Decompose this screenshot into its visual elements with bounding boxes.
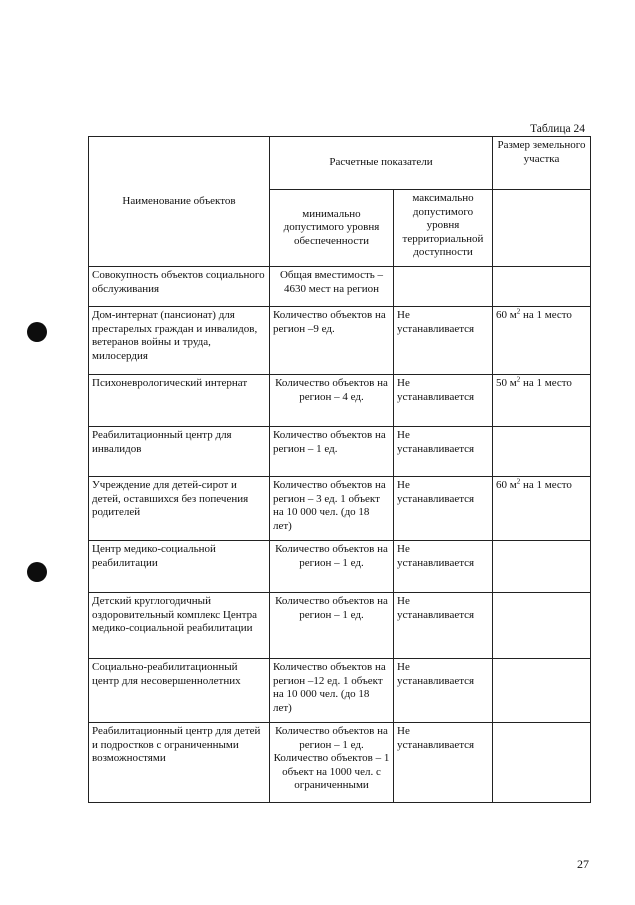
row-min: Количество объектов на регион – 1 ед. (270, 541, 394, 593)
land-value: 60 м (496, 479, 517, 491)
row-name: Реабилитационный центр для инвалидов (89, 427, 270, 477)
table-label: Таблица 24 (530, 123, 585, 135)
row-land (493, 477, 591, 541)
row-max: Не устанавливается (394, 427, 493, 477)
row-max: Не устанавливается (394, 541, 493, 593)
table-row (89, 723, 591, 803)
table-row (89, 427, 591, 477)
row-name: Детский круглогодичный оздоровительный комплекс Центра медико-социальной реабилитации (89, 593, 270, 659)
land-unit-exponent: 2 (516, 375, 521, 384)
social-objects-table (88, 136, 591, 803)
land-unit-exponent: 2 (516, 307, 521, 316)
row-max: Не устанавливается (394, 593, 493, 659)
row-max: Не устанавливается (394, 307, 493, 375)
row-min: Количество объектов на регион – 3 ед. 1 объект на 10 000 чел. (до 18 лет) (270, 477, 394, 541)
row-max: Не устанавливается (394, 477, 493, 541)
land-per-place: на 1 место (520, 377, 572, 389)
page-number: 27 (577, 857, 589, 871)
row-min: Количество объектов на регион – 1 ед. (270, 427, 394, 477)
row-land (493, 723, 591, 803)
punch-hole-bottom (27, 562, 47, 582)
land-per-place: на 1 место (520, 309, 572, 321)
row-min: Количество объектов на регион – 4 ед. (270, 375, 394, 427)
row-name: Учреждение для детей-сирот и детей, оставшихся без попечения родителей (89, 477, 270, 541)
header-min-level: минимально допустимого уровня обеспеченности (270, 190, 394, 267)
table-row (89, 267, 591, 307)
row-name: Психоневрологический интернат (89, 375, 270, 427)
row-land (493, 659, 591, 723)
header-land-empty (493, 190, 591, 267)
row-land (493, 427, 591, 477)
row-min: Количество объектов на регион –12 ед. 1 объект на 10 000 чел. (до 18 лет) (270, 659, 394, 723)
row-name: Дом-интернат (пансионат) для престарелых граждан и инвалидов, ветеранов войны и труда, милосердия (89, 307, 270, 375)
header-land-size: Размер земельного участка (493, 137, 591, 190)
row-min: Общая вместимость – 4630 мест на регион (270, 267, 394, 307)
table-row (89, 307, 591, 375)
row-max: Не устанавливается (394, 659, 493, 723)
table-row (89, 375, 591, 427)
table-row (89, 593, 591, 659)
row-max (394, 267, 493, 307)
land-unit-exponent: 2 (516, 477, 521, 486)
row-name: Реабилитационный центр для детей и подростков с ограниченными возможностями (89, 723, 270, 803)
row-name: Центр медико-социальной реабилитации (89, 541, 270, 593)
row-name: Совокупность объектов социального обслуживания (89, 267, 270, 307)
land-value: 60 м (496, 309, 517, 321)
row-land (493, 375, 591, 427)
table-row (89, 477, 591, 541)
punch-hole-top (27, 322, 47, 342)
row-land (493, 307, 591, 375)
row-max: Не устанавливается (394, 375, 493, 427)
row-min: Количество объектов на регион – 1 ед. (270, 593, 394, 659)
row-max: Не устанавливается (394, 723, 493, 803)
land-value: 50 м (496, 377, 517, 389)
table-row (89, 659, 591, 723)
table-row (89, 541, 591, 593)
land-per-place: на 1 место (520, 479, 572, 491)
header-row-1 (89, 137, 591, 190)
row-name: Социально-реабилитационный центр для несовершеннолетних (89, 659, 270, 723)
row-land (493, 541, 591, 593)
header-indicators-group: Расчетные показатели (270, 137, 493, 190)
row-land (493, 267, 591, 307)
row-land (493, 593, 591, 659)
header-objects-name: Наименование объектов (89, 137, 270, 267)
row-min: Количество объектов на регион –9 ед. (270, 307, 394, 375)
row-min: Количество объектов на регион – 1 ед. Количество объектов – 1 объект на 1000 чел. с ограниченными (270, 723, 394, 803)
header-max-level: максимально допустимого уровня территориальной доступности (394, 190, 493, 267)
